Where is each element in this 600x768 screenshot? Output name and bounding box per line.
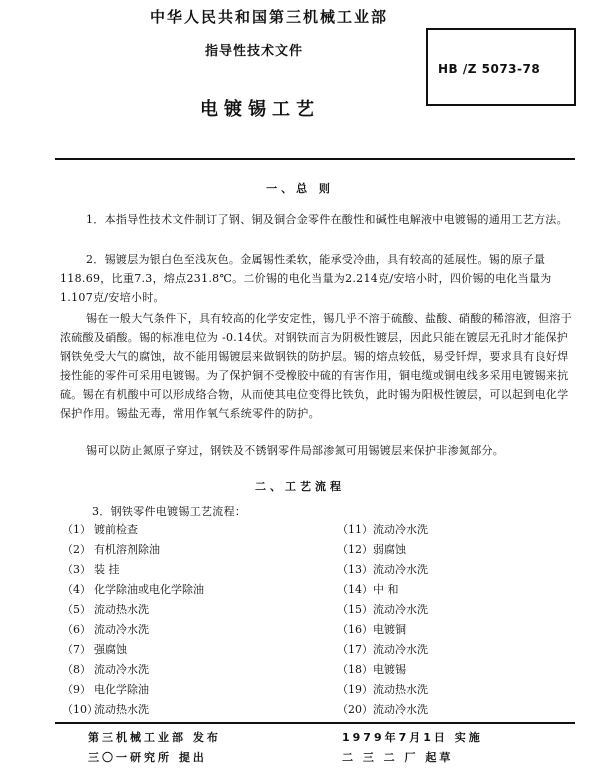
ministry-name: 中华人民共和国第三机械工业部 xyxy=(150,8,389,26)
list-item: （5） 流动热水洗 xyxy=(62,603,149,616)
list-item: （3） 装 挂 xyxy=(62,563,120,576)
section-heading-process: 二、工艺流程 xyxy=(255,480,345,493)
paragraph-chemical-stability: 锡在一般大气条件下，具有较高的化学安定性，锡几乎不溶于硫酸、盐酸、硝酸的稀溶液，但溶于浓硫酸及硝酸。锡的标准电位为 -0.14伏。对钢铁而言为阴极性镀层，因此只能在镀层无孔时才能保护钢铁免受大气的腐蚀，故不能用锡镀层来做钢铁的防护层。锡的熔点较低，易受钎焊，要求具有良好焊接性能的零件可采用电镀锡。为了保护铜不受橡胶中硫的有害作用，铜电缆或铜电线多采用电镀锡来抗硫。锡在有机酸中可以形成络合物，从而使其电位变得比铁负，此时锡为阳极性镀层，可以起到电化学保护作用。锡盐无毒，常用作氧气系统零件的防护。 xyxy=(60,312,572,420)
footer-publisher: 第三机械工业部 发布 xyxy=(88,731,221,744)
paragraph-nitriding: 锡可以防止氮原子穿过，钢铁及不锈钢零件局部渗氮可用锡镀层来保护非渗氮部分。 xyxy=(86,444,505,457)
paragraph-properties: 2．锡镀层为银白色至浅灰色。金属锡性柔软，能承受冷曲，具有较高的延展性。锡的原子量118.69，比重7.3，熔点231.8℃。二价锡的电化当量为2.214克/安培小时，四价锡的电化当量为1.107克/安培小时。 xyxy=(60,253,552,304)
list-item: （15）流动冷水洗 xyxy=(337,603,428,616)
list-item: （8） 流动冷水洗 xyxy=(62,663,149,676)
list-item: （14）中 和 xyxy=(337,583,399,596)
document-code-box xyxy=(426,28,576,106)
list-item: （13）流动冷水洗 xyxy=(337,563,428,576)
list-item: （1） 镀前检查 xyxy=(62,523,138,536)
list-item: （19）流动热水洗 xyxy=(337,683,428,696)
list-item: （17）流动冷水洗 xyxy=(337,643,428,656)
list-item: （9） 电化学除油 xyxy=(62,683,149,696)
footer-divider xyxy=(55,722,575,724)
document-title: 电镀锡工艺 xyxy=(200,99,320,120)
footer-drafter: 二 三 二 厂 起草 xyxy=(342,751,454,764)
list-item: （20）流动冷水洗 xyxy=(337,703,428,716)
list-item: （2） 有机溶剂除油 xyxy=(62,543,160,556)
list-item: （12）弱腐蚀 xyxy=(337,543,406,556)
footer-effective-date: 1979年7月1日 实施 xyxy=(342,731,483,744)
process-steps-right xyxy=(337,520,428,720)
list-item: （11）流动冷水洗 xyxy=(337,523,428,536)
document-code: HB /Z 5073-78 xyxy=(438,62,541,76)
document-type: 指导性技术文件 xyxy=(205,44,304,59)
list-item: （4） 化学除油或电化学除油 xyxy=(62,583,204,596)
section-heading-general: 一、总 则 xyxy=(266,182,334,195)
list-item: （7） 强腐蚀 xyxy=(62,643,127,656)
list-item: （16）电镀铜 xyxy=(337,623,406,636)
list-item: （6） 流动冷水洗 xyxy=(62,623,149,636)
list-item: （10）流动热水洗 xyxy=(62,703,149,716)
list-item: （18）电镀锡 xyxy=(337,663,406,676)
process-steps-left xyxy=(62,520,204,720)
footer-proposer: 三〇一研究所 提出 xyxy=(88,751,207,764)
paragraph-scope: 1．本指导性技术文件制订了钢、铜及铜合金零件在酸性和碱性电解液中电镀锡的通用工艺方法。 xyxy=(86,213,568,226)
process-intro: 3．钢铁零件电镀锡工艺流程： xyxy=(92,505,247,518)
header-divider xyxy=(55,158,575,160)
